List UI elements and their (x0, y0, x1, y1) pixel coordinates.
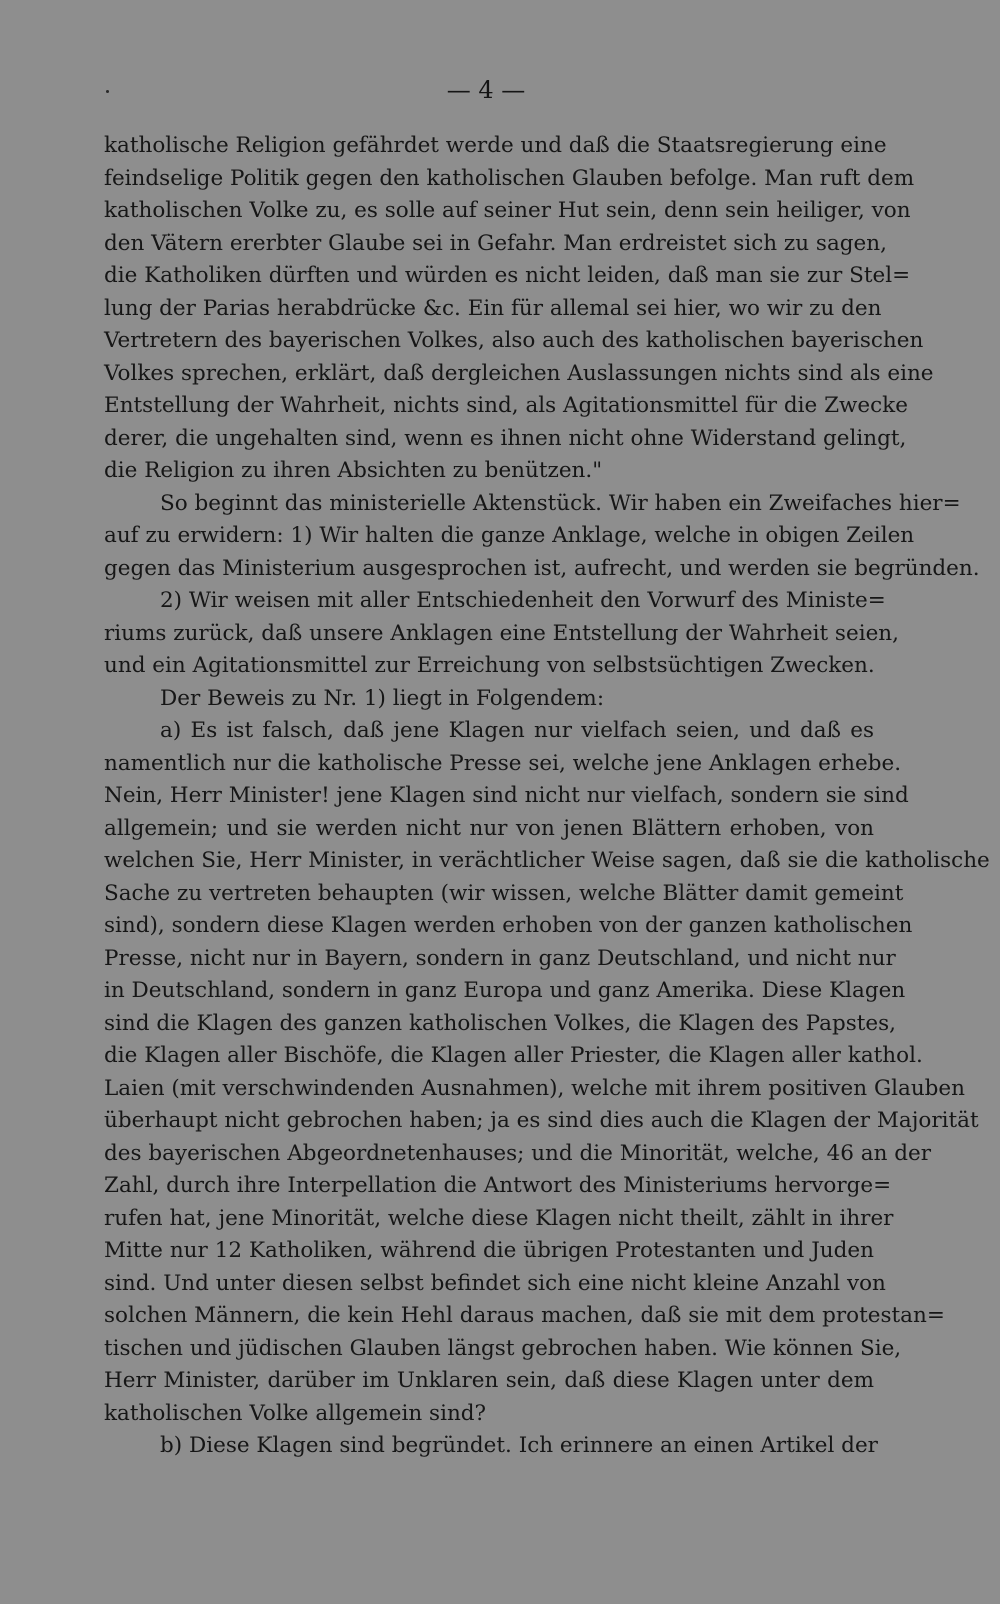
text-line: b) Diese Klagen sind begründet. Ich erinnere an einen Artikel der (160, 1433, 878, 1458)
text-line: Nein, Herr Minister! jene Klagen sind nicht nur vielfach, sondern sie sind (104, 783, 909, 808)
text-line: feindselige Politik gegen den katholischen Glauben befolge. Man ruft dem (104, 165, 915, 191)
text-line: Entstellung der Wahrheit, nichts sind, als Agitationsmittel für die Zwecke (104, 393, 908, 418)
text-line: sind), sondern diese Klagen werden erhoben von der ganzen katholischen (104, 913, 913, 938)
body-text (104, 130, 990, 1463)
text-line: riums zurück, daß unsere Anklagen eine Entstellung der Wahrheit seien, (104, 620, 899, 646)
text-line: solchen Männern, die kein Hehl daraus machen, daß sie mit dem protestan= (104, 1303, 945, 1328)
text-line: lung der Parias herabdrücke &c. Ein für allemal sei hier, wo wir zu den (104, 295, 882, 321)
text-line: sind. Und unter diesen selbst befindet sich eine nicht kleine Anzahl von (104, 1270, 886, 1296)
text-line: katholische Religion gefährdet werde und daß die Staatsregierung eine (104, 133, 887, 158)
text-line: und ein Agitationsmittel zur Erreichung von selbstsüchtigen Zwecken. (104, 653, 875, 678)
text-line: die Katholiken dürften und würden es nicht leiden, daß man sie zur Stel= (104, 263, 911, 288)
text-line: Volkes sprechen, erklärt, daß dergleichen Auslassungen nichts sind als eine (104, 360, 934, 386)
text-line: Sache zu vertreten behaupten (wir wissen, welche Blätter damit gemeint (104, 880, 904, 906)
text-line: Herr Minister, darüber im Unklaren sein, daß diese Klagen unter dem (104, 1368, 874, 1393)
text-line: auf zu erwidern: 1) Wir halten die ganze Anklage, welche in obigen Zeilen (104, 523, 915, 548)
text-line: des bayerischen Abgeordnetenhauses; und die Minorität, welche, 46 an der (104, 1140, 932, 1166)
text-line: Mitte nur 12 Katholiken, während die übrigen Protestanten und Juden (104, 1238, 874, 1263)
text-line: rufen hat, jene Minorität, welche diese Klagen nicht theilt, zählt in ihrer (104, 1205, 894, 1231)
text-line: katholischen Volke zu, es solle auf seiner Hut sein, denn sein heiliger, von (104, 198, 911, 223)
text-line: Zahl, durch ihre Interpellation die Antwort des Ministeriums hervorge= (104, 1173, 892, 1198)
text-line: die Religion zu ihren Absichten zu benützen." (104, 458, 603, 483)
text-line: gegen das Ministerium ausgesprochen ist, aufrecht, und werden sie begründen. (104, 555, 980, 581)
text-line: allgemein; und sie werden nicht nur von jenen Blättern erhoben, von (104, 815, 874, 841)
text-line: überhaupt nicht gebrochen haben; ja es sind dies auch die Klagen der Majorität (104, 1108, 979, 1133)
text-line: tischen und jüdischen Glauben längst gebrochen haben. Wie können Sie, (104, 1335, 902, 1361)
text-line: in Deutschland, sondern in ganz Europa und ganz Amerika. Diese Klagen (104, 978, 906, 1003)
text-line: So beginnt das ministerielle Aktenstück. Wir haben ein Zweifaches hier= (160, 490, 961, 516)
text-line: Laien (mit verschwindenden Ausnahmen), welche mit ihrem positiven Glauben (104, 1075, 965, 1101)
page-number-text: — 4 — (446, 76, 526, 104)
text-line: welchen Sie, Herr Minister, in verächtlicher Weise sagen, daß sie die katholische (104, 848, 990, 873)
text-line: Presse, nicht nur in Bayern, sondern in ganz Deutschland, und nicht nur (104, 945, 896, 971)
text-line: Vertretern des bayerischen Volkes, also auch des katholischen bayerischen (104, 328, 924, 353)
text-line: a) Es ist falsch, daß jene Klagen nur vielfach seien, und daß es (160, 718, 874, 743)
text-line: derer, die ungehalten sind, wenn es ihnen nicht ohne Widerstand gelingt, (104, 425, 907, 451)
text-line: den Vätern ererbter Glaube sei in Gefahr. Man erdreistet sich zu sagen, (104, 230, 887, 256)
text-line: 2) Wir weisen mit aller Entschiedenheit den Vorwurf des Ministe= (160, 588, 886, 613)
text-line: die Klagen aller Bischöfe, die Klagen aller Priester, die Klagen aller kathol. (104, 1043, 923, 1068)
text-line: namentlich nur die katholische Presse sei, welche jene Anklagen erhebe. (104, 750, 902, 776)
text-line: katholischen Volke allgemein sind? (104, 1400, 487, 1426)
text-line: sind die Klagen des ganzen katholischen Volkes, die Klagen des Papstes, (104, 1010, 896, 1036)
page-number (0, 76, 1000, 104)
text-line: Der Beweis zu Nr. 1) liegt in Folgendem: (160, 685, 605, 711)
